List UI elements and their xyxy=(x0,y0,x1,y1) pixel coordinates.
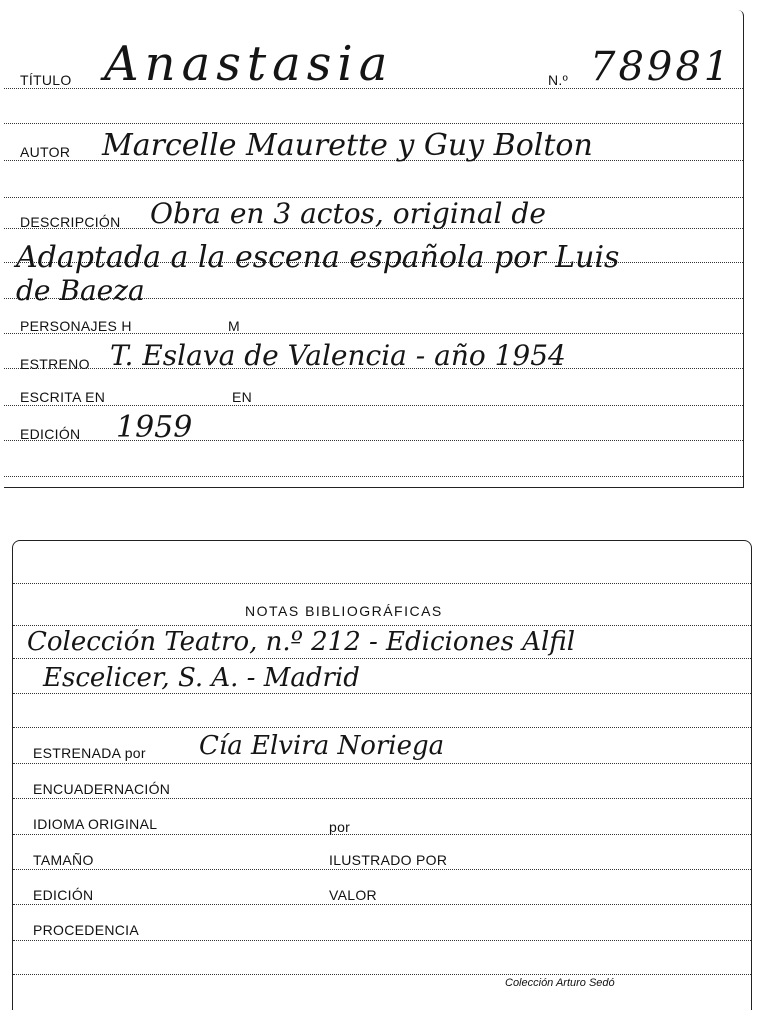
rule-line xyxy=(4,476,743,477)
rule-line xyxy=(13,727,751,728)
numero-value: 78981 xyxy=(590,44,733,90)
encuadernacion-label: ENCUADERNACIÓN xyxy=(33,781,171,797)
rule-line xyxy=(13,940,751,941)
titulo-value: Anastasia xyxy=(104,36,394,92)
edicion-value: 1959 xyxy=(116,410,193,445)
idioma-label: IDIOMA ORIGINAL xyxy=(33,816,158,832)
collection-footer: Colección Arturo Sedó xyxy=(505,977,615,989)
valor-label: VALOR xyxy=(329,887,377,903)
rule-line xyxy=(13,583,751,584)
rule-line xyxy=(13,974,751,975)
estreno-value: T. Eslava de Valencia - año 1954 xyxy=(110,339,566,372)
edicion-label: EDICIÓN xyxy=(20,426,81,442)
descripcion-value-3: de Baeza xyxy=(16,274,145,307)
rule-line xyxy=(4,405,743,406)
tamano-label: TAMAÑO xyxy=(33,852,94,868)
rule-line xyxy=(13,658,751,659)
rule-line xyxy=(13,625,751,626)
rule-line xyxy=(4,123,743,124)
estreno-label: ESTRENO xyxy=(20,356,90,372)
catalog-card-front xyxy=(4,10,744,488)
catalog-card-notes xyxy=(12,540,752,1010)
titulo-label: TÍTULO xyxy=(20,72,72,88)
rule-line xyxy=(13,869,751,870)
ilustrado-label: ILUSTRADO POR xyxy=(329,852,448,868)
descripcion-value-2: Adaptada a la escena española por Luis xyxy=(16,240,620,275)
autor-value: Marcelle Maurette y Guy Bolton xyxy=(102,128,593,163)
rule-line xyxy=(13,798,751,799)
rule-line xyxy=(13,763,751,764)
por-label: por xyxy=(329,819,351,835)
estrenada-label: ESTRENADA por xyxy=(33,745,146,761)
rule-line xyxy=(13,834,751,835)
descripcion-value-1: Obra en 3 actos, original de xyxy=(150,197,546,230)
estrenada-value: Cía Elvira Noriega xyxy=(199,731,445,761)
autor-label: AUTOR xyxy=(20,144,71,160)
rule-line xyxy=(4,440,743,441)
personajes-label: PERSONAJES H xyxy=(20,318,132,334)
edicion-label: EDICIÓN xyxy=(33,887,94,903)
rule-line xyxy=(13,904,751,905)
descripcion-label: DESCRIPCIÓN xyxy=(20,214,121,230)
numero-label: N.º xyxy=(548,72,569,88)
notas-heading: NOTAS BIBLIOGRÁFICAS xyxy=(245,603,443,619)
escrita-label: ESCRITA EN xyxy=(20,389,106,405)
notas-line-1: Colección Teatro, n.º 212 - Ediciones Alfil xyxy=(27,627,576,657)
notas-line-2: Escelicer, S. A. - Madrid xyxy=(43,663,360,693)
procedencia-label: PROCEDENCIA xyxy=(33,922,139,938)
escrita-en-label: EN xyxy=(232,389,253,405)
personajes-m-label: M xyxy=(228,318,240,334)
rule-line xyxy=(13,693,751,694)
